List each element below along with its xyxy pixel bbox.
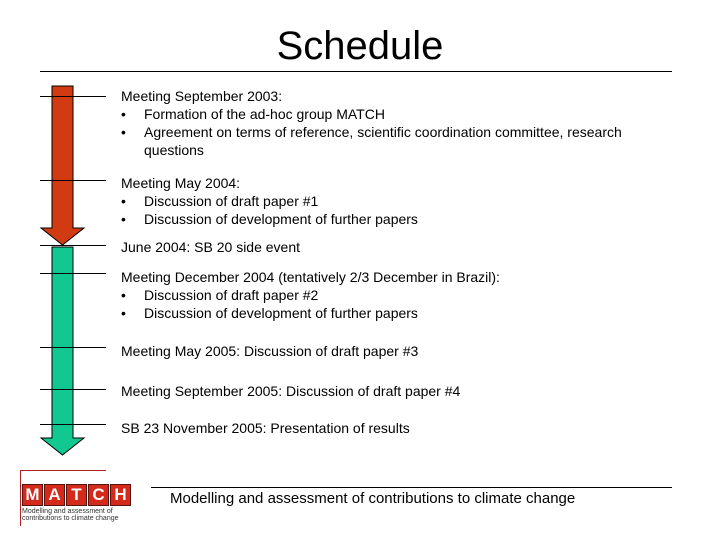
entry-bullet bbox=[121, 192, 418, 210]
logo-side-line bbox=[20, 470, 21, 526]
page-title: Schedule bbox=[276, 24, 444, 68]
timeline-tick bbox=[40, 424, 106, 425]
entry-heading: Meeting December 2004 (tentatively 2/3 December in Brazil): bbox=[121, 269, 500, 285]
logo-top-line bbox=[20, 470, 106, 471]
schedule-entry bbox=[121, 382, 460, 400]
entry-bullet bbox=[121, 210, 418, 228]
bullet-text: Discussion of development of further papers bbox=[144, 305, 418, 321]
bullet-dot: • bbox=[121, 287, 126, 303]
logo-subtitle: Modelling and assessment of contributions to climate change bbox=[22, 508, 119, 522]
bullet-dot: • bbox=[121, 305, 126, 321]
entry-bullet bbox=[121, 123, 624, 159]
bullet-dot: • bbox=[121, 106, 126, 122]
match-logo bbox=[20, 470, 126, 526]
footer-divider bbox=[151, 487, 672, 488]
logo-letter: T bbox=[66, 484, 87, 506]
bullet-dot: • bbox=[121, 193, 126, 209]
schedule-entry bbox=[121, 419, 410, 437]
logo-letter: H bbox=[110, 484, 131, 506]
red-timeline-arrow bbox=[41, 86, 84, 245]
footer-text: Modelling and assessment of contributions to climate change bbox=[170, 490, 576, 507]
timeline-tick bbox=[40, 273, 106, 274]
bullet-text: Discussion of draft paper #1 bbox=[144, 193, 319, 209]
bullet-text: Discussion of draft paper #2 bbox=[144, 287, 319, 303]
schedule-entry bbox=[121, 87, 624, 159]
entry-heading: Meeting September 2005: Discussion of draft paper #4 bbox=[121, 383, 461, 399]
bullet-dot: • bbox=[121, 124, 126, 140]
entry-heading: June 2004: SB 20 side event bbox=[121, 239, 301, 255]
schedule-entry bbox=[121, 174, 418, 228]
bullet-text: Agreement on terms of reference, scientific coordination committee, research questions bbox=[144, 124, 622, 158]
entry-heading: Meeting May 2004: bbox=[121, 175, 241, 191]
entry-bullet bbox=[121, 105, 624, 123]
bullet-text: Formation of the ad-hoc group MATCH bbox=[144, 106, 385, 122]
timeline-tick bbox=[40, 347, 106, 348]
timeline-tick bbox=[40, 96, 106, 97]
timeline-tick bbox=[40, 389, 106, 390]
bullet-text: Discussion of development of further papers bbox=[144, 211, 418, 227]
timeline-tick bbox=[40, 245, 106, 246]
schedule-entry bbox=[121, 342, 418, 360]
logo-letter: M bbox=[22, 484, 43, 506]
entry-heading: SB 23 November 2005: Presentation of results bbox=[121, 420, 410, 436]
entry-bullet bbox=[121, 286, 500, 304]
logo-letter: A bbox=[44, 484, 65, 506]
logo-letters bbox=[22, 484, 131, 506]
schedule-entry bbox=[121, 268, 500, 322]
schedule-entry bbox=[121, 238, 300, 256]
timeline-tick bbox=[40, 180, 106, 181]
entry-heading: Meeting May 2005: Discussion of draft paper #3 bbox=[121, 343, 419, 359]
entry-bullet bbox=[121, 304, 500, 322]
entry-heading: Meeting September 2003: bbox=[121, 88, 283, 104]
bullet-dot: • bbox=[121, 211, 126, 227]
logo-letter: C bbox=[88, 484, 109, 506]
